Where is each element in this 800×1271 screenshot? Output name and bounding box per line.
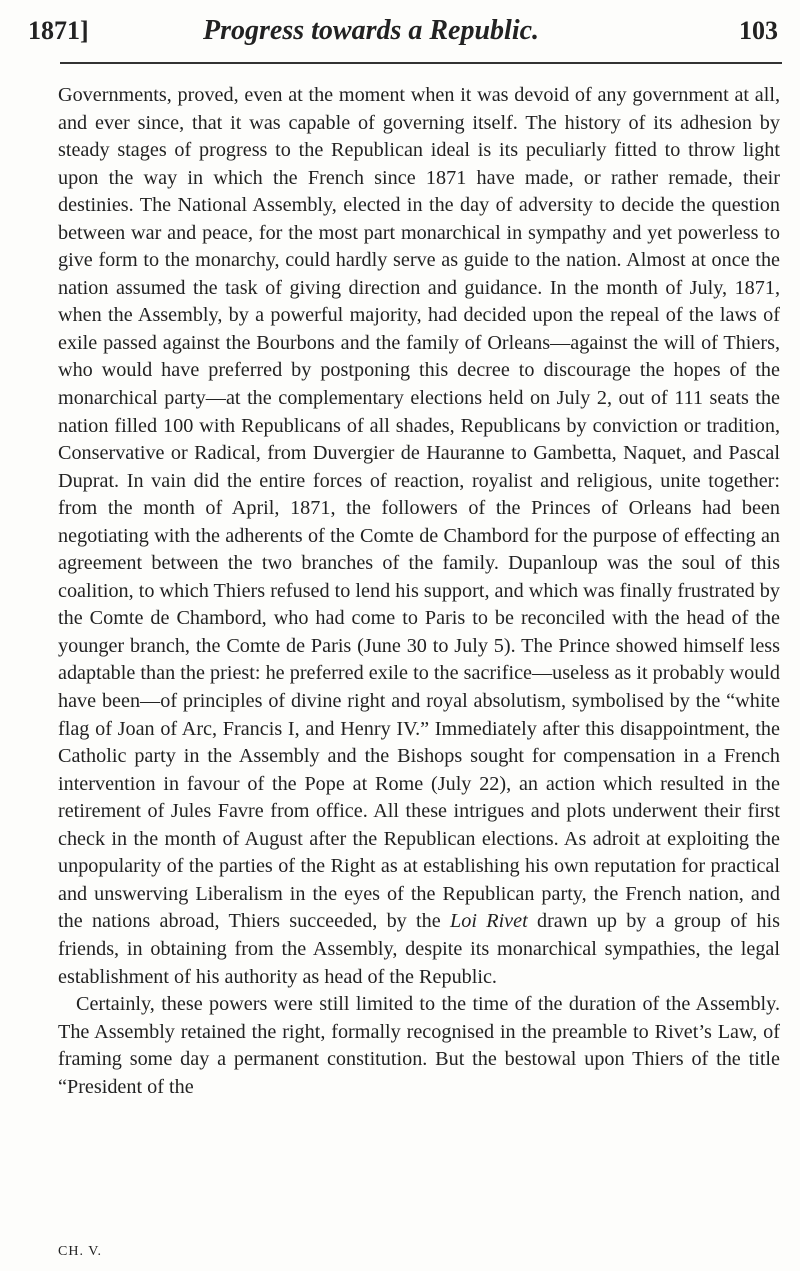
header-title: Progress towards a Republic.: [203, 15, 540, 46]
paragraph-2-text: Certainly, these powers were still limited to the time of the duration of the Assembly. The Assembly retained the right, formally recognised in the preamble to Rivet’s Law, of framing some day a permanent constitution. But the bestowal upon Thiers of the title “President of the: [58, 993, 780, 1098]
header-year: 1871]: [28, 16, 89, 45]
paragraph-1-text-b: drawn up by a group of his friends, in obtaining from the Assembly, despite its monarchical sympathies, the legal establishment of his authority as head of the Republic.: [58, 910, 780, 988]
paragraph-2: [58, 991, 780, 1101]
paragraph-1-text-a: Governments, proved, even at the moment when it was devoid of any government at all, and ever since, that it was capable of governing itself. The history of its adhesion by steady stages of progress to the Republican ideal is its peculiarly fitted to throw light upon the way in which the French since 1871 have made, or rather remade, their destinies. The National Assembly, elected in the day of adversity to decide the question between war and peace, for the most part monarchical in sympathy and yet powerless to give form to the monarchy, could hardly serve as guide to the nation. Almost at once the nation assumed the task of giving direction and guidance. In the month of July, 1871, when the Assembly, by a powerful majority, had decided upon the repeal of the laws of exile passed against the Bourbons and the family of Orleans—against the will of Thiers, who would have preferred by postponing this decree to discourage the hopes of the monarchical party—at the complementary elections held on July 2, out of 111 seats the nation filled 100 with Republicans of all shades, Republicans by conviction or tradition, Conservative or Radical, from Duvergier de Hauranne to Gambetta, Naquet, and Pascal Duprat. In vain did the entire forces of reaction, royalist and religious, unite together: from the month of April, 1871, the followers of the Princes of Orleans had been negotiating with the adherents of the Comte de Chambord for the purpose of effecting an agreement between the two branches of the family. Dupanloup was the soul of this coalition, to which Thiers refused to lend his support, and which was finally frustrated by the Comte de Chambord, who had come to Paris to be reconciled with the head of the younger branch, the Comte de Paris (June 30 to July 5). The Prince showed himself less adaptable than the priest: he preferred exile to the sacrifice—useless as it probably would have been—of principles of divine right and royal absolutism, symbolised by the “white flag of Joan of Arc, Francis I, and Henry IV.” Immediately after this disappointment, the Catholic party in the Assembly and the Bishops sought for compensation in a French intervention in favour of the Pope at Rome (July 22), an action which resulted in the retirement of Jules Favre from office. All these intrigues and plots underwent their first check in the month of August after the Republican elections. As adroit at exploiting the unpopularity of the parties of the Right as at establishing his own reputation for practical and unswerving Liberalism in the eyes of the Republican party, the French nation, and the nations abroad, Thiers succeeded, by the: [58, 84, 780, 933]
signature-mark: CH. V.: [58, 1244, 103, 1259]
page-number: 103: [739, 16, 778, 45]
paragraph-1: [58, 82, 780, 991]
running-header: [28, 12, 778, 52]
header-rule: [60, 62, 782, 64]
body-text: [58, 82, 780, 1101]
loi-rivet-italic: Loi Rivet: [450, 910, 528, 933]
